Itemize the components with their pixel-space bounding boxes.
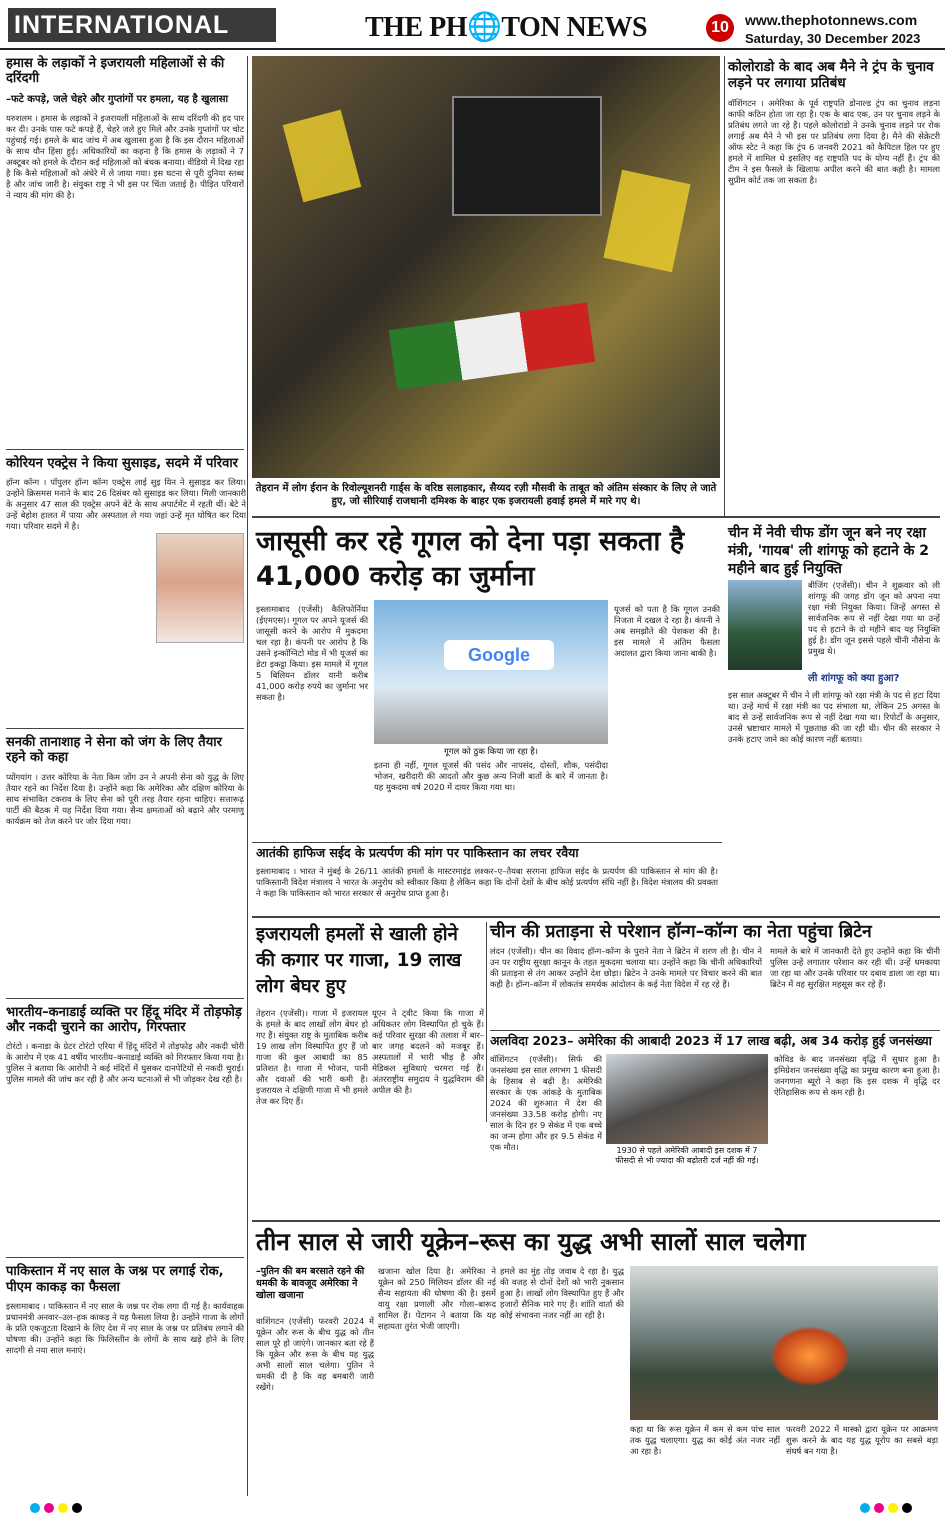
- article-canada-temple: टोरंटो । कनाडा के ग्रेटर टोरंटो एरिया में हिंदू मंदिरों में तोड़फोड़ और नकदी चोरी के आरोप में एक 41 वर्षीय भारतीय–कनाडाई व्यक्ति को गिरफ्तार किया गया है। पुलिस ने बताया कि आरोपी ने कई मंदिरों में घुसकर दानपेटियों से नकदी चुराई। पुलिस मामले की जांच कर रही है और अन्य घटनाओं से भी जोड़कर देख रही है।: [6, 1041, 244, 1085]
- column-rule: [486, 922, 487, 1122]
- headline-google[interactable]: जासूसी कर रहे गूगल को देना पड़ा सकता है 41,000 करोड़ का जुर्माना: [256, 526, 685, 592]
- divider: [490, 1030, 940, 1031]
- issue-date: Saturday, 30 December 2023: [745, 31, 921, 46]
- divider: [252, 1220, 940, 1222]
- article-kim-jong-un: प्योंगयांग । उत्तर कोरिया के नेता किम जोंग उन ने अपनी सेना को युद्ध के लिए तैयार रहने का निर्देश दिया है। उन्होंने कहा कि अमेरिका और दक्षिण कोरिया के साथ संभावित टकराव के लिए सेना को पूरी तरह तैयार रहना चाहिए। सत्तारूढ़ पार्टी की बैठक में यह निर्देश दिया गया। सैन्य क्षमताओं को बढ़ाने और परमाणु कार्यक्रम को तेज करने पर जोर दिया गया।: [6, 771, 244, 826]
- ukraine-photo-caption: कहा था कि रूस यूक्रेन में कम से कम पांच साल तक युद्ध चलाएगा। युद्ध का कोई अंत नजर नहीं आ रहा है।: [630, 1424, 780, 1456]
- google-logo-icon: Google: [444, 640, 554, 670]
- divider: [252, 842, 722, 843]
- headline-korean-actress[interactable]: कोरियन एक्ट्रेस ने किया सुसाइड, सदमे में परिवार: [6, 455, 238, 471]
- tehran-funeral-photo: [252, 56, 720, 478]
- headline-us-population[interactable]: अलविदा 2023– अमेरिका की आबादी 2023 में 17 लाख बढ़ी, अब 34 करोड़ हुई जनसंख्या: [490, 1033, 932, 1048]
- article-google-col1: इस्लामाबाद (एजेंसी) कैलिफोर्निया (ईएमएस)। गूगल पर अपने यूजर्स की जासूसी करने के आरोप में मुकदमा चल रहा है। कंपनी पर आरोप है कि उसने इन्कॉग्निटो मोड में भी यूजर्स का डेटा इकट्ठा किया। इस मामले में गूगल 5 बिलियन डॉलर यानी करीब 41,000 करोड़ रुपये का जुर्माना भर सकता है।: [256, 604, 368, 702]
- subheadline-ukraine: –पुतिन की बम बरसाते रहने की धमकी के बावजूद अमेरिका ने खोला खजाना: [256, 1266, 365, 1301]
- left-column: [6, 56, 244, 1496]
- article-google-col2: इतना ही नहीं, गूगल यूजर्स की पसंद और नापसंद, दोस्तों, शौक, पसंदीदा भोजन, खरीदारी की आदतों और कुछ अन्य निजी बातों के बारे में जानता है। यह मुकदमा वर्ष 2020 में दायर किया गया था।: [374, 760, 608, 792]
- ukraine-war-photo: [630, 1266, 938, 1420]
- google-office-photo: [374, 600, 608, 744]
- divider: [6, 728, 244, 729]
- article-gaza-col1: तेहरान (एजेंसी)। गाजा में इजरायल के हमले के बाद लाखों लोग बेघर हो गए हैं। संयुक्त राष्ट्र के मुताबिक करीब 19 लाख लोग विस्थापित हुए हैं जो गाजा की कुल आबादी का 85 प्रतिशत है। गाजा में भोजन, पानी और दवाओं की भारी कमी है। इजरायल ने दक्षिणी गाजा में भी हमले तेज कर दिए हैं।: [256, 1008, 368, 1106]
- divider: [6, 1257, 244, 1258]
- headline-trump-maine[interactable]: कोलोराडो के बाद अब मैने ने ट्रंप के चुनाव लड़ने पर लगाया प्रतिबंध: [728, 59, 934, 91]
- page-number: 10: [706, 14, 734, 42]
- article-hafiz-saeed: इस्लामाबाद । भारत ने मुंबई के 26/11 आतंकी हमलों के मास्टरमाइंड लश्कर–ए–तैयबा सरगना हाफिज सईद के प्रत्यर्पण की पाकिस्तान से मांग की है। पाकिस्तानी विदेश मंत्रालय ने भारत के अनुरोध को स्वीकार किया है लेकिन कहा कि दोनों देशों के बीच कोई प्रत्यर्पण संधि नहीं है। विदेश मंत्रालय की प्रवक्ता ने कहा कि पाकिस्तान को भारत सरकार से अनुरोध प्राप्त हुआ है।: [256, 866, 718, 898]
- article-china-minister-intro: बीजिंग (एजेंसी)। चीन ने शुक्रवार को ली शांगफू की जगह डोंग जून को अपना नया रक्षा मंत्री नियुक्त किया। जिन्हें अगस्त से सार्वजनिक रूप से नहीं देखा गया था उन्हें पद से हटाने के दो महीने बाद यह नियुक्ति हुई है। डोंग जून इससे पहले चीनी नौसेना के प्रमुख थे।: [808, 580, 940, 656]
- print-color-registration: [0, 1500, 945, 1516]
- explosion-icon: [770, 1326, 850, 1386]
- article-ukraine-col1: वाशिंगटन (एजेंसी) फरवरी 2024 में यूक्रेन और रूस के बीच युद्ध को तीन साल पूरे हो जाएंगे। जानकार बता रहे हैं कि यूक्रेन और रूस के बीच यह युद्ध अभी सालों साल चलेगा। पुतिन ने धमकी दी है कि वह बमबारी जारी रखेंगे।: [256, 1316, 374, 1392]
- divider: [252, 516, 940, 518]
- article-hongkong-leader-2: मामले के बारे में जानकारी देते हुए उन्होंने कहा कि चीनी पुलिस उन्हें लगातार परेशान कर रही थी। उन्हें धमकाया जा रहा था और उनके परिवार पर दबाव डाला जा रहा था। ब्रिटेन में वह सुरक्षित महसूस कर रहे हैं।: [770, 946, 940, 989]
- article-trump-maine: वॉशिंगटन । अमेरिका के पूर्व राष्ट्रपति डोनाल्ड ट्रंप का चुनाव लड़ना काफी कठिन होता जा रहा है। एक के बाद एक, उन पर चुनाव लड़ने के प्रतिबंध लगते जा रहे हैं। पहले कोलोराडो ने उनके चुनाव लड़ने पर रोक लगाई अब मैने ने भी इस पर प्रतिबंध लगा दिया है। मैने की सेक्रेटरी ऑफ स्टेट ने कहा कि ट्रंप 6 जनवरी 2021 को कैपिटल हिल पर हुए हमले में शामिल थे इसलिए वह राष्ट्रपति पद के योग्य नहीं हैं। ट्रंप की टीम ने इस फैसले के खिलाफ अपील करने की बात कही है। मामला सुप्रीम कोर्ट तक जा सकता है।: [728, 97, 940, 185]
- headline-gaza[interactable]: इजरायली हमलों से खाली होने की कगार पर गाजा, 19 लाख लोग बेघर हुए: [256, 924, 462, 997]
- section-label: INTERNATIONAL: [8, 8, 276, 42]
- us-crowd-photo: [606, 1054, 768, 1144]
- article-us-population-col2: कोविड के बाद जनसंख्या वृद्धि में सुधार हुआ है। इमिग्रेशन जनसंख्या वृद्धि का प्रमुख कारण बना हुआ है। जनगणना ब्यूरो ने कहा कि इस दशक में वृद्धि दर ऐतिहासिक रूप से कम रही है।: [774, 1054, 940, 1097]
- article-hongkong-leader: लंदन (एजेंसी)। चीन का विवाद हॉन्ग–कॉन्ग के पुराने नेता ने ब्रिटेन में शरण ली है। चीन ने उन पर राष्ट्रीय सुरक्षा कानून के तहत मुकदमा चलाया था। उन्होंने कहा कि चीनी अधिकारियों की प्रताड़ना से तंग आकर उन्होंने देश छोड़ा। ब्रिटेन ने उनके मामले पर विचार करने की बात कही है। हॉन्ग–कॉन्ग में लोकतंत्र समर्थक आंदोलन के कई नेता विदेश में रह रहे हैं।: [490, 946, 762, 989]
- yellow-flag: [603, 170, 690, 273]
- divider: [252, 916, 940, 918]
- subheadline-hamas: –फटे कपड़े, जले चेहरे और गुप्तांगों पर हमला, यह है खुलासा: [6, 93, 229, 105]
- headline-china-minister[interactable]: चीन में नेवी चीफ डोंग जून बने नए रक्षा मंत्री, 'गायब' ली शांगफू को हटाने के 2 महीने बाद हुई नियुक्ति: [728, 525, 930, 577]
- article-korean-actress: हॉन्ग कॉन्ग । पॉपुलर हॉन्ग कॉन्ग एक्ट्रेस लाई सुइ यिन ने सुसाइड कर लिया। उन्होंने क्रिसमस मनाने के बाद 26 दिसंबर को सुसाइड कर लिया। मिली जानकारी के अनुसार 47 साल की एक्ट्रेस अपने बेटे के साथ अपार्टमेंट में रहती थीं। बेटे ने उन्हें बेहोश हालत में पाया और अस्पताल ले गया जहां उन्हें मृत घोषित कर दिया गया। परिवार सदमे में है।: [6, 476, 246, 531]
- website-url[interactable]: www.thephotonnews.com: [745, 12, 918, 28]
- divider: [6, 449, 244, 450]
- google-photo-caption: गूगल को ठुक किया जा रहा है।: [443, 747, 539, 757]
- masthead: [0, 0, 945, 50]
- article-gaza-col2: यूएन ने ट्वीट किया कि गाजा में अधिकतर लोग विस्थापित हो चुके हैं। कई परिवार सुरक्षा की तलाश में बार–बार जगह बदलने को मजबूर हैं। अस्पतालों में भारी भीड़ है और मेडिकल सुविधाएं चरमरा गई हैं। अंतरराष्ट्रीय समुदाय ने युद्धविराम की अपील की है।: [372, 1008, 484, 1095]
- portrait-banner: [452, 96, 602, 216]
- photo-caption-tehran: तेहरान में लोग ईरान के रिवोल्यूशनरी गार्ड्स के वरिष्ठ सलाहकार, सैय्यद रज़ी मौसवी के ताबूत को अंतिम संस्कार के लिए ले जाते हुए, जो सीरियाई राजधानी दमिश्क के बाहर एक इजरायली हवाई हमले में मारे गए थे।: [255, 483, 717, 507]
- article-china-minister: इस साल अक्टूबर में चीन ने ली शांगफू को रक्षा मंत्री के पद से हटा दिया था। उन्हें मार्च में रक्षा मंत्री का पद संभाला था, लेकिन 25 अगस्त के बाद से उन्हें सार्वजनिक रूप से नहीं देखा गया था। रिपोर्टों के अनुसार, उनसे भ्रष्टाचार मामले में पूछताछ की जा रही थी। चीन की सरकार ने उनके हटाए जाने का कोई कारण नहीं बताया।: [728, 690, 940, 744]
- iran-flag-coffin: [389, 302, 595, 389]
- dong-jun-photo: [728, 580, 802, 670]
- headline-hongkong-leader[interactable]: चीन की प्रताड़ना से परेशान हॉन्ग–कॉन्ग का नेता पहुंचा ब्रिटेन: [490, 922, 872, 942]
- headline-hamas[interactable]: हमास के लड़ाकों ने इजरायली महिलाओं से की दरिंदगी: [6, 56, 225, 87]
- headline-ukraine-russia[interactable]: तीन साल से जारी यूक्रेन–रूस का युद्ध अभी सालों साल चलेगा: [256, 1227, 806, 1256]
- china-minister-section: [728, 524, 940, 578]
- yellow-flag: [283, 110, 362, 203]
- article-ukraine-col3: हमले का मुंह तोड़ जवाब दे रहा है। युद्ध की वजह से दोनों देशों को भारी नुकसान हुआ है। लाखों लोग विस्थापित हुए हैं और हजारों सैनिक मारे गए हैं। शांति वार्ता की कोई संभावना नजर नहीं आ रही है।: [500, 1266, 624, 1320]
- actress-photo: [156, 533, 244, 643]
- right-column: [728, 60, 940, 474]
- article-us-population-col1: वॉशिंगटन (एजेंसी)। सिर्फ की जनसंख्या इस साल लगभग 1 फीसदी के हिसाब से बढ़ी है। अमेरिकी सरकार के एक आंकड़े के मुताबिक 2024 की शुरुआत में देश की जनसंख्या 33.58 करोड़ होगी। नए साल के दिन हर 9 सेकंड में एक बच्चे का जन्म होगा और हर 9.5 सेकंड में एक मौत।: [490, 1054, 602, 1152]
- article-hamas: यरुशलम । हमास के लड़ाकों ने इजरायली महिलाओं के साथ दरिंदगी की हद पार कर दी। उनके पास फटे कपड़े हैं, चेहरे जले हुए मिले और उनके गुप्तांगों पर चोट पहुंचाई गई। हमले के बाद जांच में अब खुलासा हुआ है कि इस दौरान महिलाओं के साथ यौन हिंसा हुई। अधिकारियों का कहना है कि हमास के लड़ाकों ने 7 अक्टूबर को हमले के दौरान कई महिलाओं को बंधक बनाया। वीडियो में दिख रहा है कि कैसे महिलाओं को अंधेरे में ले जाया गया। इस घटना से पूरी दुनिया स्तब्ध है और जांच जारी है। संयुक्त राष्ट्र ने भी इस पर चिंता जताई है। पीड़ित परिवारों ने न्याय की मांग की है।: [6, 112, 244, 200]
- article-ukraine-col2: खजाना खोल दिया है। अमेरिका ने यूक्रेन को 250 मिलियन डॉलर की नई सैन्य सहायता की घोषणा की है। इसमें वायु रक्षा प्रणाली और गोला–बारूद शामिल हैं। पेंटागन ने बताया कि यह सहायता तुरंत भेजी जाएगी।: [378, 1266, 496, 1331]
- headline-kim-jong-un[interactable]: सनकी तानाशाह ने सेना को जंग के लिए तैयार रहने को कहा: [6, 734, 222, 766]
- column-rule: [724, 56, 725, 516]
- headline-pakistan-newyear[interactable]: पाकिस्तान में नए साल के जश्न पर लगाई रोक, पीएम काकड़ का फैसला: [6, 1264, 224, 1295]
- column-rule: [247, 56, 248, 1496]
- us-crowd-photo-caption: 1930 से पहले अमेरिकी आबादी इस दशक में 7 फीसदी से भी ज्यादा की बढ़ोतरी दर्ज नहीं की गई।: [615, 1146, 759, 1165]
- headline-canada-temple[interactable]: भारतीय–कनाडाई व्यक्ति पर हिंदू मंदिर में तोड़फोड़ और नकदी चुराने का आरोप, गिरफ्तार: [6, 1004, 242, 1035]
- article-google-col3: यूजर्स को पता है कि गूगल उनकी निजता में दखल दे रहा है। कंपनी ने अब समझौते की पेशकश की है। इस मामले में अंतिम फैसला अदालत द्वारा किया जाना बाकी है।: [614, 604, 720, 658]
- article-pakistan-newyear: इस्लामाबाद । पाकिस्तान में नए साल के जश्न पर रोक लगा दी गई है। कार्यवाहक प्रधानमंत्री अनवार–उल–हक काकड़ ने यह फैसला लिया है। उन्होंने गाजा के लोगों के प्रति एकजुटता दिखाने के लिए देश में नए साल के जश्न पर प्रतिबंध लगाने की घोषणा की। उन्होंने कहा कि फिलिस्तीन के लोगों के साथ खड़े होने के लिए सादगी से नया साल मनाएं।: [6, 1300, 244, 1355]
- subhead-li-shangfu: ली शांगफू को क्या हुआ?: [808, 673, 900, 684]
- divider: [6, 998, 244, 999]
- newspaper-logo: THE PH🌐TON NEWS: [365, 12, 648, 43]
- headline-hafiz-saeed[interactable]: आतंकी हाफिज सईद के प्रत्यर्पण की मांग पर पाकिस्तान का लचर रवैया: [256, 845, 579, 860]
- article-ukraine-col4: फरवरी 2022 में मास्को द्वारा यूक्रेन पर आक्रमण शुरू करने के बाद यह युद्ध यूरोप का सबसे बड़ा संघर्ष बन गया है।: [786, 1424, 938, 1456]
